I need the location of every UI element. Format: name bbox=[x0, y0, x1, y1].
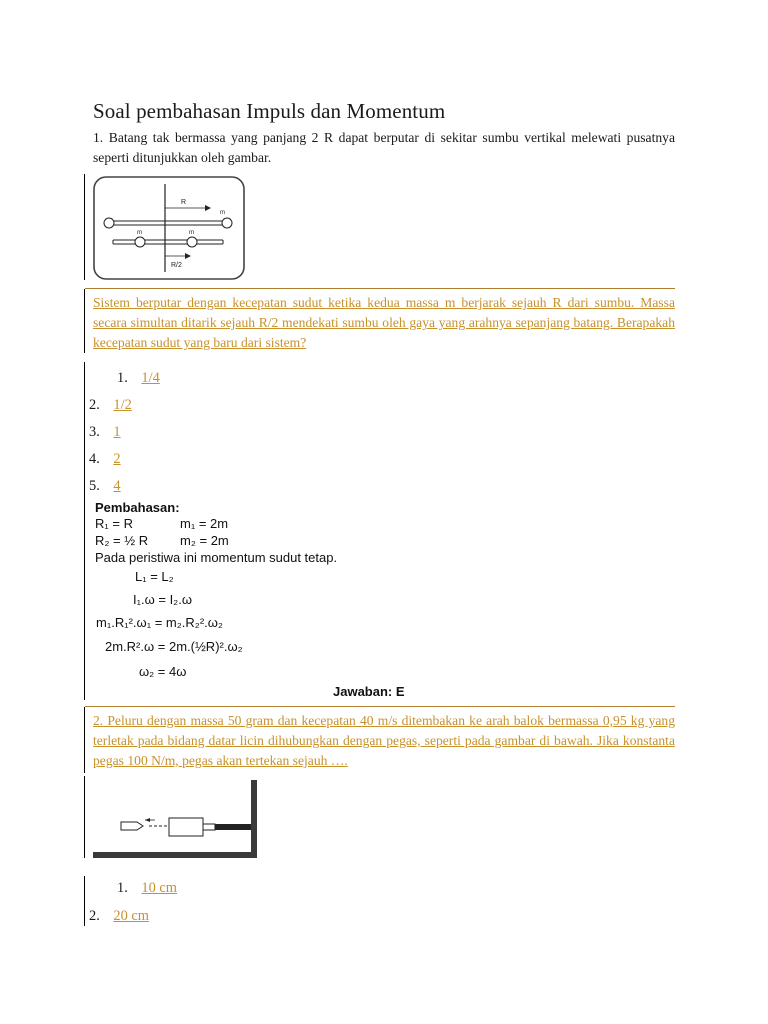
option-link[interactable]: 1 bbox=[113, 424, 121, 440]
option-number: 4. bbox=[89, 451, 100, 467]
solution-r2: R₂ = ½ R bbox=[95, 533, 149, 548]
label-m1: m bbox=[137, 230, 142, 236]
solution-eq3: m₁.R₁².ω₁ = m₂.R₂².ω₂ bbox=[96, 615, 223, 630]
solution-eq4: 2m.R².ω = 2m.(½R)².ω₂ bbox=[105, 639, 243, 654]
option-item[interactable] bbox=[117, 880, 177, 897]
option-link[interactable]: 20 cm bbox=[113, 908, 149, 924]
option-link[interactable]: 4 bbox=[113, 478, 121, 494]
option-number: 5. bbox=[89, 478, 100, 494]
option-link[interactable]: 10 cm bbox=[141, 880, 177, 896]
option-item[interactable] bbox=[89, 908, 149, 925]
quote-bar bbox=[84, 362, 85, 700]
solution-block bbox=[95, 500, 425, 700]
solution-heading: Pembahasan: bbox=[95, 500, 180, 515]
label-r: R bbox=[181, 199, 187, 206]
solution-eq2: I₁.ω = I₂.ω bbox=[133, 592, 192, 607]
option-item[interactable] bbox=[89, 424, 121, 441]
solution-m1: m₁ = 2m bbox=[180, 516, 229, 531]
rotating-rod-figure bbox=[93, 176, 245, 280]
quote-bar bbox=[84, 876, 85, 926]
solution-m2: m₂ = 2m bbox=[180, 533, 229, 548]
option-link[interactable]: 2 bbox=[113, 451, 121, 467]
quote-bar bbox=[84, 776, 85, 858]
quote-bar bbox=[84, 174, 85, 280]
option-item[interactable] bbox=[89, 451, 121, 468]
quote-bar bbox=[84, 289, 85, 353]
label-r2: R/2 bbox=[171, 262, 182, 269]
question-1-link[interactable]: Sistem berputar dengan kecepatan sudut ketika kedua massa m berjarak sejauh R dari sumbu. Massa secara simultan ditarik sejauh R/2 mendekati sumbu oleh gaya yang arahnya sepanjang batang. Berapakah kecepatan sudut yang baru dari sistem? bbox=[93, 295, 675, 350]
solution-eq1: L₁ = L₂ bbox=[135, 569, 174, 584]
option-item[interactable] bbox=[89, 397, 132, 414]
solution-r1: R₁ = R bbox=[95, 516, 133, 531]
solution-answer: Jawaban: E bbox=[333, 684, 405, 699]
option-number: 2. bbox=[89, 908, 100, 924]
option-number: 3. bbox=[89, 424, 100, 440]
option-item[interactable] bbox=[117, 370, 160, 387]
bullet-block-spring-figure bbox=[93, 778, 259, 860]
option-number: 1. bbox=[117, 370, 128, 386]
option-item[interactable] bbox=[89, 478, 121, 495]
label-m-right: m bbox=[220, 210, 225, 216]
solution-statement: Pada peristiwa ini momentum sudut tetap. bbox=[95, 550, 338, 565]
section-divider bbox=[85, 288, 675, 289]
question-2-link[interactable]: 2. Peluru dengan massa 50 gram dan kecepatan 40 m/s ditembakan ke arah balok bermassa 0,95 kg yang terletak pada bidang datar licin dihubungkan dengan pegas, seperti pada gambar di bawah. Jika konstanta pegas 100 N/m, pegas akan tertekan sejauh …. bbox=[93, 713, 675, 768]
option-link[interactable]: 1/4 bbox=[141, 370, 160, 386]
option-number: 2. bbox=[89, 397, 100, 413]
solution-eq5: ω₂ = 4ω bbox=[139, 664, 187, 679]
option-link[interactable]: 1/2 bbox=[113, 397, 132, 413]
section-divider bbox=[85, 706, 675, 707]
page-title: Soal pembahasan Impuls dan Momentum bbox=[93, 99, 446, 123]
question-1-text: 1. Batang tak bermassa yang panjang 2 R dapat berputar di sekitar sumbu vertikal melewati pusatnya seperti ditunjukkan oleh gambar. bbox=[93, 130, 675, 165]
option-number: 1. bbox=[117, 880, 128, 896]
quote-bar bbox=[84, 707, 85, 773]
label-m2: m bbox=[189, 230, 194, 236]
